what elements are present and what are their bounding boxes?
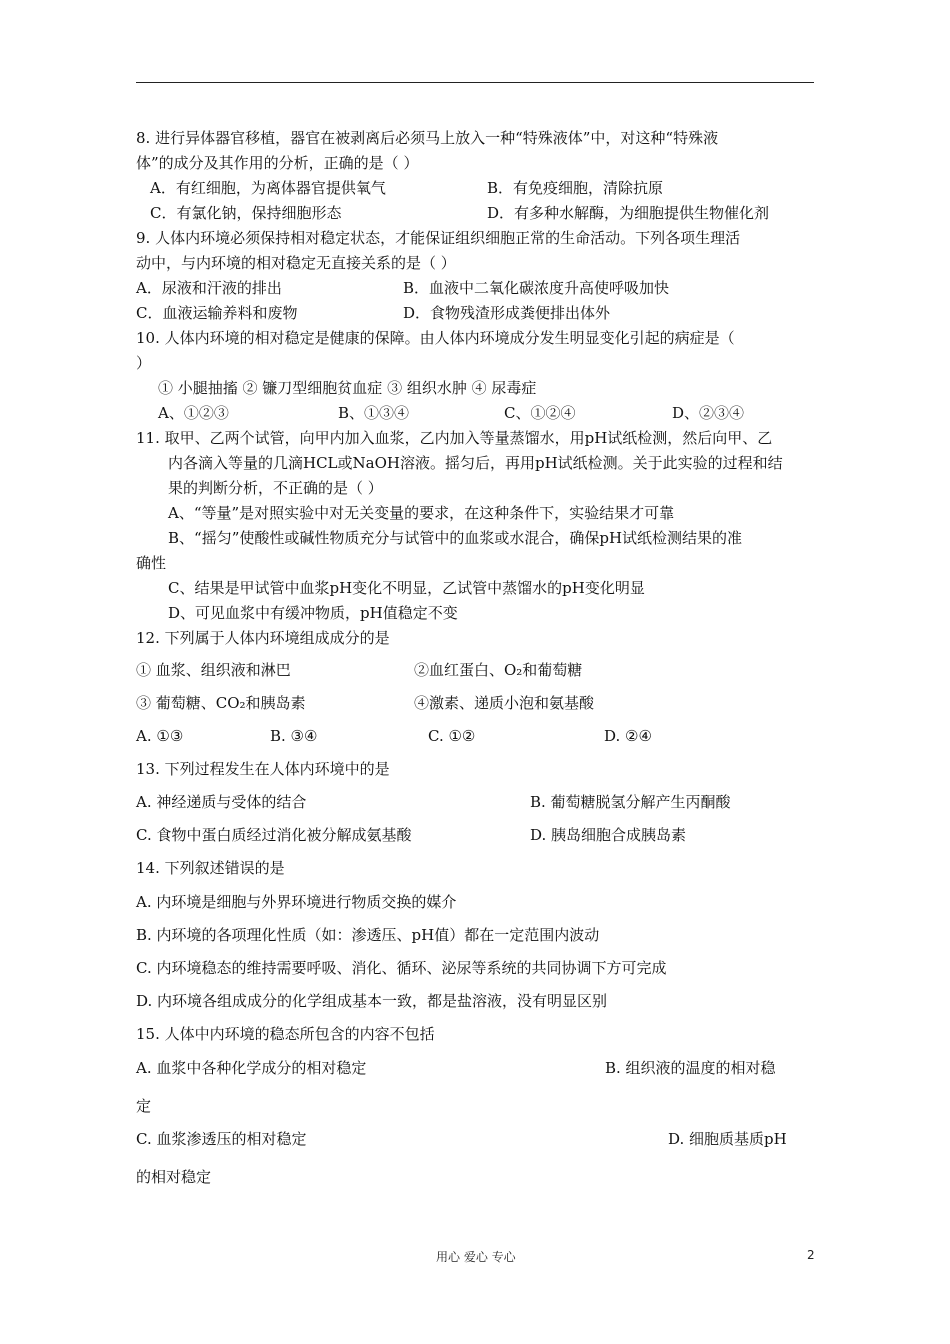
q9-option-a: A．尿液和汗液的排出 — [136, 279, 282, 297]
q12-item-2: ②血红蛋白、O₂和葡萄糖 — [414, 661, 583, 679]
q9-option-d: D．食物残渣形成粪便排出体外 — [403, 304, 611, 322]
q12-option-d: D. ②④ — [604, 727, 652, 745]
q11-option-b-line2: 确性 — [136, 554, 167, 572]
q15-option-b-line1: B. 组织液的温度的相对稳 — [605, 1059, 776, 1077]
q9-option-b: B．血液中二氧化碳浓度升高使呼吸加快 — [403, 279, 670, 297]
q8-option-d: D．有多种水解酶，为细胞提供生物催化剂 — [487, 204, 770, 222]
q11-stem-line2: 内各滴入等量的几滴HCL或NaOH溶液。摇匀后，再用pH试纸检测。关于此实验的过程和结 — [168, 454, 783, 472]
q14-option-d: D. 内环境各组成成分的化学组成基本一致，都是盐溶液，没有明显区别 — [136, 992, 608, 1010]
q8-stem-line1: 8. 进行异体器官移植，器官在被剥离后必须马上放入一种“特殊液体”中，对这种“特殊液 — [136, 129, 719, 147]
q10-stem-line2: ） — [136, 354, 152, 372]
q11-option-c: C、结果是甲试管中血浆pH变化不明显，乙试管中蒸馏水的pH变化明显 — [168, 579, 645, 597]
q8-option-a: A．有红细胞，为离体器官提供氧气 — [150, 179, 386, 197]
q10-option-c: C、①②④ — [504, 404, 576, 422]
q8-option-b: B．有免疫细胞，清除抗原 — [487, 179, 664, 197]
q10-option-b: B、①③④ — [338, 404, 410, 422]
q12-option-c: C. ①② — [428, 727, 476, 745]
q10-stem-line1: 10. 人体内环境的相对稳定是健康的保障。由人体内环境成分发生明显变化引起的病症是（ — [136, 329, 735, 347]
q13-stem: 13. 下列过程发生在人体内环境中的是 — [136, 760, 390, 778]
q12-item-1: ① 血浆、组织液和淋巴 — [136, 661, 291, 679]
q8-stem-line2: 体”的成分及其作用的分析，正确的是（ ） — [136, 154, 419, 172]
q11-stem-line1: 11. 取甲、乙两个试管，向甲内加入血浆，乙内加入等量蒸馏水，用pH试纸检测，然后向甲、乙 — [136, 429, 773, 447]
q9-stem-line1: 9. 人体内环境必须保持相对稳定状态，才能保证组织细胞正常的生命活动。下列各项生理活 — [136, 229, 741, 247]
q12-item-3: ③ 葡萄糖、CO₂和胰岛素 — [136, 694, 306, 712]
q15-stem: 15. 人体中内环境的稳态所包含的内容不包括 — [136, 1025, 435, 1043]
q10-option-a: A、①②③ — [158, 404, 229, 422]
header-rule — [136, 82, 814, 83]
q14-stem: 14. 下列叙述错误的是 — [136, 859, 285, 877]
q15-option-d-line2: 的相对稳定 — [136, 1168, 212, 1186]
q8-option-c: C．有氯化钠，保持细胞形态 — [150, 204, 342, 222]
q9-stem-line2: 动中，与内环境的相对稳定无直接关系的是（ ） — [136, 254, 456, 272]
q12-option-b: B. ③④ — [270, 727, 318, 745]
q12-option-a: A. ①③ — [136, 727, 184, 745]
q14-option-a: A. 内环境是细胞与外界环境进行物质交换的媒介 — [136, 893, 457, 911]
q14-option-b: B. 内环境的各项理化性质（如：渗透压、pH值）都在一定范围内波动 — [136, 926, 600, 944]
q15-option-d-line1: D. 细胞质基质pH — [668, 1130, 787, 1148]
q14-option-c: C. 内环境稳态的维持需要呼吸、消化、循环、泌尿等系统的共同协调下方可完成 — [136, 959, 667, 977]
footer-slogan: 用心 爱心 专心 — [436, 1250, 516, 1264]
q13-option-b: B. 葡萄糖脱氢分解产生丙酮酸 — [530, 793, 731, 811]
q9-option-c: C．血液运输养料和废物 — [136, 304, 298, 322]
q11-stem-line3: 果的判断分析，不正确的是（ ） — [168, 479, 383, 497]
q10-items: ① 小腿抽搐 ② 镰刀型细胞贫血症 ③ 组织水肿 ④ 尿毒症 — [158, 379, 537, 397]
q13-option-d: D. 胰岛细胞合成胰岛素 — [530, 826, 687, 844]
q11-option-d: D、可见血浆中有缓冲物质，pH值稳定不变 — [168, 604, 458, 622]
q15-option-b-line2: 定 — [136, 1097, 152, 1115]
page-number: 2 — [807, 1248, 815, 1262]
q12-item-4: ④激素、递质小泡和氨基酸 — [414, 694, 595, 712]
q11-option-b-line1: B、“摇匀”使酸性或碱性物质充分与试管中的血浆或水混合，确保pH试纸检测结果的准 — [168, 529, 743, 547]
q15-option-c: C. 血浆渗透压的相对稳定 — [136, 1130, 307, 1148]
q10-option-d: D、②③④ — [672, 404, 745, 422]
q13-option-a: A. 神经递质与受体的结合 — [136, 793, 307, 811]
q13-option-c: C. 食物中蛋白质经过消化被分解成氨基酸 — [136, 826, 412, 844]
q11-option-a: A、“等量”是对照实验中对无关变量的要求，在这种条件下，实验结果才可靠 — [168, 504, 675, 522]
q15-option-a: A. 血浆中各种化学成分的相对稳定 — [136, 1059, 367, 1077]
q12-stem: 12. 下列属于人体内环境组成成分的是 — [136, 629, 390, 647]
